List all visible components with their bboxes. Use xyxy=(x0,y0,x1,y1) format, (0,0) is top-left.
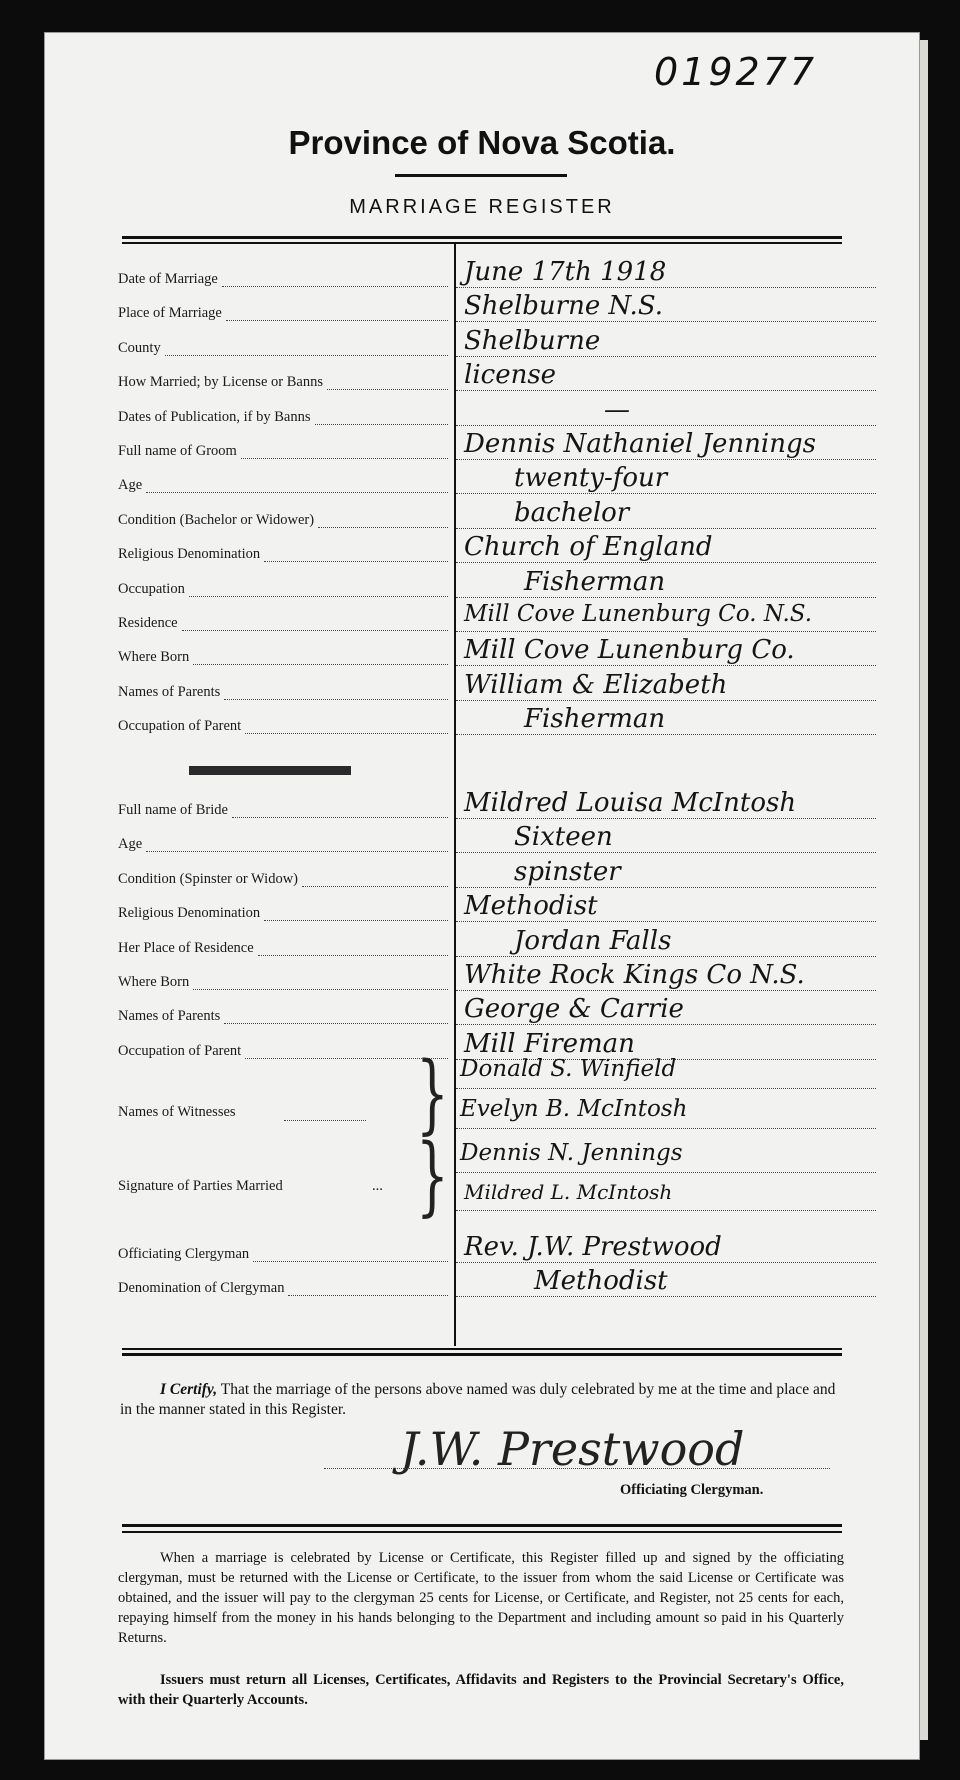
field-value-line xyxy=(456,818,876,819)
field-value-line xyxy=(456,562,876,563)
field-value: Methodist xyxy=(464,891,598,922)
field-value-line xyxy=(456,528,876,529)
signatures-label: Signature of Parties Married xyxy=(118,1178,283,1194)
field-value-line xyxy=(456,734,876,735)
notes-rule-thin xyxy=(122,1531,842,1533)
field-value: White Rock Kings Co N.S. xyxy=(464,960,805,990)
field-label: Religious Denomination xyxy=(118,905,261,922)
signature-1-line xyxy=(456,1172,876,1173)
field-leader-dots xyxy=(232,817,448,818)
field-label: Residence xyxy=(118,615,178,631)
field-leader-dots xyxy=(224,699,448,700)
field-value: Methodist xyxy=(534,1266,668,1297)
field-value-line xyxy=(456,597,876,598)
field-value: Shelburne N.S. xyxy=(464,291,663,322)
field-leader-dots xyxy=(222,286,448,287)
field-value: twenty-four xyxy=(514,463,668,494)
field-value: Church of England xyxy=(464,532,713,563)
field-label: Occupation of Parent xyxy=(118,718,242,735)
top-rule-thin xyxy=(122,242,842,244)
field-value-line xyxy=(456,493,876,494)
field-label: Denomination of Clergyman xyxy=(118,1280,285,1297)
field-leader-dots xyxy=(258,955,448,956)
field-value: Fisherman xyxy=(524,566,666,597)
field-label: Age xyxy=(118,836,143,853)
field-leader-dots xyxy=(193,664,448,665)
field-label: Occupation xyxy=(118,580,185,597)
field-value-line xyxy=(456,425,876,426)
field-label: Occupation of Parent xyxy=(118,1042,242,1059)
witness-1: Donald S. Winfield xyxy=(460,1056,677,1082)
witnesses-brace: } xyxy=(416,1044,449,1144)
field-leader-dots xyxy=(165,355,448,356)
bride-signature: Mildred L. McIntosh xyxy=(464,1180,673,1204)
field-value: Mill Fireman xyxy=(464,1028,635,1059)
field-leader-dots xyxy=(245,733,448,734)
witness-1-line xyxy=(456,1088,876,1089)
field-label: Where Born xyxy=(118,649,190,666)
register-form xyxy=(44,32,920,1760)
field-value-line xyxy=(456,390,876,391)
field-label: Full name of Bride xyxy=(118,802,228,818)
field-leader-dots xyxy=(264,561,448,562)
field-value: Sixteen xyxy=(514,822,613,853)
clergy-signature-line xyxy=(324,1468,830,1469)
field-label: County xyxy=(118,339,161,356)
certify-lead: I Certify, xyxy=(160,1381,218,1398)
field-leader-dots xyxy=(193,989,448,990)
field-value-line xyxy=(456,1296,876,1297)
notes-paragraph: When a marriage is celebrated by License or Certificate, this Register filled up and signed by the officiating clergyman, must be returned with the License or Certificate, to the issuer from whom the said License or Certificate was obtained, and the issuer will pay to the clergyman 25 cents for License, or Certificate, and Register, not 25 cents for each, repaying himself from the money in his hands belonging to the Department and including amount so paid in his Quarterly Returns. xyxy=(118,1550,844,1646)
field-value: bachelor xyxy=(514,497,630,528)
title-underline xyxy=(395,174,567,177)
field-leader-dots xyxy=(302,886,448,887)
field-label: Condition (Bachelor or Widower) xyxy=(118,511,315,528)
field-value: Rev. J.W. Prestwood xyxy=(464,1232,722,1262)
field-value: Dennis Nathaniel Jennings xyxy=(464,429,816,459)
witnesses-label: Names of Witnesses xyxy=(118,1104,236,1120)
field-label: Full name of Groom xyxy=(118,443,237,459)
cert-rule-thin xyxy=(122,1348,842,1350)
section-separator-bar xyxy=(189,766,351,775)
field-leader-dots xyxy=(224,1023,448,1024)
field-value: William & Elizabeth xyxy=(464,669,728,700)
field-leader-dots xyxy=(327,389,448,390)
field-value-line xyxy=(456,321,876,322)
field-value-line xyxy=(456,631,876,632)
field-label: Age xyxy=(118,477,143,494)
field-value: Mill Cove Lunenburg Co. xyxy=(464,635,795,666)
field-value: Jordan Falls xyxy=(514,925,672,956)
field-value-line xyxy=(456,887,876,888)
field-leader-dots xyxy=(288,1295,448,1296)
certify-body: That the marriage of the persons above named was duly celebrated by me at the time and place and in the manner stated in this Register. xyxy=(120,1381,836,1418)
field-label: Where Born xyxy=(118,974,190,990)
field-label: Place of Marriage xyxy=(118,305,222,322)
field-value-line xyxy=(456,287,876,288)
field-leader-dots xyxy=(189,596,448,597)
field-label: Religious Denomination xyxy=(118,546,261,563)
field-value: June 17th 1918 xyxy=(464,257,667,287)
field-label: Date of Marriage xyxy=(118,271,218,287)
page-subtitle: MARRIAGE REGISTER xyxy=(349,196,615,218)
certification-text xyxy=(120,1380,840,1420)
field-value-line xyxy=(456,990,876,991)
field-value-line xyxy=(456,1024,876,1025)
signatures-dots: ... xyxy=(372,1178,383,1194)
cert-rule xyxy=(122,1353,842,1356)
field-value: — xyxy=(604,394,630,425)
field-value-line xyxy=(456,459,876,460)
field-label: How Married; by License or Banns xyxy=(118,374,323,391)
clergy-signature: J.W. Prestwood xyxy=(400,1422,745,1476)
field-leader-dots xyxy=(146,492,448,493)
field-value: Fisherman xyxy=(524,704,666,735)
signatures-brace: } xyxy=(416,1126,449,1226)
field-label: Condition (Spinster or Widow) xyxy=(118,870,298,887)
witness-2: Evelyn B. McIntosh xyxy=(460,1096,688,1122)
field-leader-dots xyxy=(318,527,448,528)
field-value-line xyxy=(456,356,876,357)
field-value: license xyxy=(464,360,557,391)
field-label: Dates of Publication, if by Banns xyxy=(118,408,311,425)
field-value: Shelburne xyxy=(464,325,601,356)
field-label: Her Place of Residence xyxy=(118,939,254,956)
field-leader-dots xyxy=(146,851,448,852)
top-rule xyxy=(122,236,842,239)
field-label: Officiating Clergyman xyxy=(118,1246,250,1262)
witness-2-line xyxy=(456,1128,876,1129)
field-value-line xyxy=(456,852,876,853)
field-leader-dots xyxy=(241,458,448,459)
field-value: George & Carrie xyxy=(464,994,684,1025)
page-title: Province of Nova Scotia. xyxy=(288,124,676,161)
notes-rule xyxy=(122,1524,842,1527)
field-value-line xyxy=(456,665,876,666)
document-number: 019277 xyxy=(654,50,818,94)
witnesses-leader xyxy=(284,1120,366,1121)
notes-bold-paragraph: Issuers must return all Licenses, Certificates, Affidavits and Registers to the Provincial Secretary's Office, with their Quarterly Accounts. xyxy=(118,1672,844,1708)
field-leader-dots xyxy=(264,920,448,921)
field-leader-dots xyxy=(315,424,448,425)
field-value-line xyxy=(456,956,876,957)
signature-2-line xyxy=(456,1210,876,1211)
field-label: Names of Parents xyxy=(118,1008,221,1025)
field-leader-dots xyxy=(182,630,448,631)
field-value: spinster xyxy=(514,856,621,887)
field-label: Names of Parents xyxy=(118,683,221,700)
field-value: Mill Cove Lunenburg Co. N.S. xyxy=(464,601,813,627)
field-value-line xyxy=(456,921,876,922)
groom-signature: Dennis N. Jennings xyxy=(460,1140,683,1166)
field-value-line xyxy=(456,700,876,701)
field-value-line xyxy=(456,1262,876,1263)
field-leader-dots xyxy=(253,1261,448,1262)
column-divider xyxy=(454,244,456,1346)
field-leader-dots xyxy=(226,320,448,321)
field-value: Mildred Louisa McIntosh xyxy=(464,788,797,818)
signature-caption: Officiating Clergyman. xyxy=(620,1482,764,1498)
